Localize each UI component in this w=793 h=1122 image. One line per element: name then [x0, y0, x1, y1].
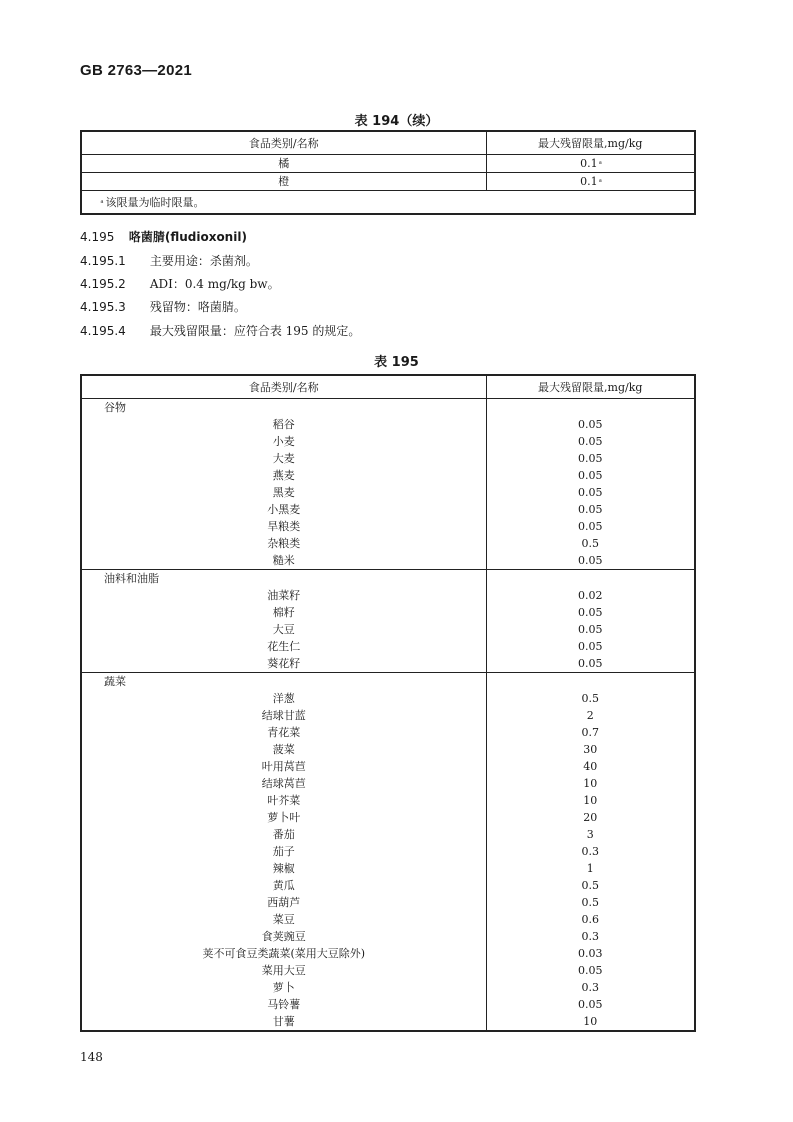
food-name-cell: 结球甘蓝	[81, 707, 486, 724]
food-name-cell: 菠菜	[81, 741, 486, 758]
table-row	[81, 450, 695, 467]
food-name-cell: 马铃薯	[81, 996, 486, 1013]
limit-cell: 0.05	[578, 418, 603, 431]
group-limit-cell	[486, 399, 695, 417]
table-row	[81, 979, 695, 996]
limit-cell: 30	[583, 743, 598, 756]
food-name-cell: 菜豆	[81, 911, 486, 928]
table-row	[81, 604, 695, 621]
limit-cell: 0.05	[486, 655, 695, 673]
limit-cell: 3	[586, 828, 594, 841]
limit-cell: 0.5	[581, 692, 599, 705]
clause-number: 4.195.2	[80, 277, 126, 291]
table-194-caption: 表 194（续）	[354, 114, 439, 129]
table-row	[81, 707, 695, 724]
limit-cell: 0.05	[578, 520, 603, 533]
group-name-cell: 蔬菜	[81, 673, 486, 691]
table-row	[81, 843, 695, 860]
limit-cell: 2	[586, 709, 594, 722]
section-heading	[80, 228, 247, 245]
limit-cell: 1	[586, 862, 594, 875]
group-row	[81, 399, 695, 417]
limit-cell: 0.05	[578, 452, 603, 465]
food-name-cell: 小黑麦	[81, 501, 486, 518]
food-name-cell: 稻谷	[81, 416, 486, 433]
table-row	[81, 433, 695, 450]
limit-cell: 0.05	[578, 606, 603, 619]
food-name-cell: 小麦	[81, 433, 486, 450]
table-row	[81, 621, 695, 638]
limit-cell: 10	[583, 794, 598, 807]
limit-cell: 0.05	[578, 623, 603, 636]
food-name-cell: 黑麦	[81, 484, 486, 501]
food-name-cell: 叶用莴苣	[81, 758, 486, 775]
food-name-cell: 食荚豌豆	[81, 928, 486, 945]
table-row	[81, 826, 695, 843]
table-row	[81, 535, 695, 552]
limit-cell: 40	[583, 760, 598, 773]
food-name-cell: 花生仁	[81, 638, 486, 655]
clause-mrl	[80, 322, 360, 339]
food-name-cell: 结球莴苣	[81, 775, 486, 792]
limit-cell: 0.1 ͣ	[486, 173, 695, 191]
food-name-cell: 番茄	[81, 826, 486, 843]
column-header-limit: 最大残留限量,mg/kg	[486, 375, 695, 399]
food-name-cell: 甘薯	[81, 1013, 486, 1031]
table-row	[81, 501, 695, 518]
limit-cell: 10	[583, 777, 598, 790]
limit-cell: 0.05	[578, 486, 603, 499]
food-name-cell: 油菜籽	[81, 587, 486, 604]
section-title: 咯菌腈(fludioxonil)	[128, 230, 247, 244]
limit-cell: 10	[583, 1015, 598, 1028]
table-row	[81, 1013, 695, 1031]
food-name-cell: 葵花籽	[81, 655, 486, 673]
limit-cell: 0.5	[581, 879, 599, 892]
table-row	[81, 155, 695, 173]
table-body	[81, 399, 695, 1032]
table-row	[81, 638, 695, 655]
limit-cell: 0.6	[581, 913, 599, 926]
food-name-cell: 燕麦	[81, 467, 486, 484]
limit-cell: 0.05	[578, 998, 603, 1011]
limit-cell: 0.5	[581, 896, 599, 909]
limit-cell: 0.05	[486, 552, 695, 570]
limit-cell: 0.05	[578, 640, 603, 653]
food-name-cell: 大麦	[81, 450, 486, 467]
clause-residue	[80, 298, 246, 315]
table-row	[81, 741, 695, 758]
food-name-cell: 旱粮类	[81, 518, 486, 535]
table-195	[80, 374, 696, 1032]
table-row	[81, 792, 695, 809]
clause-adi	[80, 275, 280, 292]
clause-text: 主要用途：杀菌剂。	[149, 254, 258, 268]
food-name-cell: 黄瓜	[81, 877, 486, 894]
food-name-cell: 西葫芦	[81, 894, 486, 911]
column-header-name: 食品类别/名称	[81, 131, 486, 155]
limit-cell: 0.03	[578, 947, 603, 960]
table-row	[81, 962, 695, 979]
group-name-cell: 油料和油脂	[81, 570, 486, 588]
group-limit-cell	[486, 673, 695, 691]
table-row	[81, 587, 695, 604]
section-number: 4.195	[80, 230, 115, 244]
table-row	[81, 911, 695, 928]
limit-cell: 20	[583, 811, 598, 824]
food-name-cell: 橙	[81, 173, 486, 191]
limit-cell: 0.05	[578, 964, 603, 977]
clause-usage	[80, 252, 258, 269]
column-header-limit: 最大残留限量,mg/kg	[486, 131, 695, 155]
food-name-cell: 辣椒	[81, 860, 486, 877]
table-row	[81, 877, 695, 894]
clause-number: 4.195.4	[80, 324, 126, 338]
food-name-cell: 茄子	[81, 843, 486, 860]
limit-cell: 0.3	[581, 981, 599, 994]
group-row	[81, 570, 695, 588]
table-row	[81, 173, 695, 191]
clause-number: 4.195.3	[80, 300, 126, 314]
table-row	[81, 484, 695, 501]
clause-text: 残留物：咯菌腈。	[149, 300, 246, 314]
limit-cell: 0.7	[581, 726, 599, 739]
page-number: 148	[80, 1050, 103, 1064]
food-name-cell: 萝卜	[81, 979, 486, 996]
limit-cell: 0.05	[578, 469, 603, 482]
table-row	[81, 690, 695, 707]
table-row	[81, 928, 695, 945]
table-row	[81, 996, 695, 1013]
food-name-cell: 洋葱	[81, 690, 486, 707]
food-name-cell: 橘	[81, 155, 486, 173]
table-row	[81, 724, 695, 741]
limit-cell: 0.3	[581, 845, 599, 858]
table-row	[81, 945, 695, 962]
food-name-cell: 大豆	[81, 621, 486, 638]
table-header-row	[81, 375, 695, 399]
food-name-cell: 青花菜	[81, 724, 486, 741]
table-194	[80, 130, 696, 215]
table-note-row	[81, 191, 695, 215]
food-name-cell: 菜用大豆	[81, 962, 486, 979]
table-footnote: ͣ 该限量为临时限量。	[102, 195, 205, 209]
food-name-cell: 杂粮类	[81, 535, 486, 552]
table-row	[81, 809, 695, 826]
limit-cell: 0.05	[578, 503, 603, 516]
table-row	[81, 518, 695, 535]
clause-text: ADI：0.4 mg/kg bw。	[149, 277, 280, 291]
table-row	[81, 467, 695, 484]
limit-cell: 0.05	[578, 435, 603, 448]
table-row	[81, 655, 695, 673]
food-name-cell: 萝卜叶	[81, 809, 486, 826]
table-row	[81, 860, 695, 877]
group-row	[81, 673, 695, 691]
clause-text: 最大残留限量：应符合表 195 的规定。	[149, 324, 361, 338]
limit-cell: 0.02	[578, 589, 603, 602]
table-row	[81, 894, 695, 911]
group-limit-cell	[486, 570, 695, 588]
food-name-cell: 荚不可食豆类蔬菜(菜用大豆除外)	[81, 945, 486, 962]
table-header-row	[81, 131, 695, 155]
standard-number: GB 2763—2021	[80, 62, 193, 79]
limit-cell: 0.1 ͣ	[486, 155, 695, 173]
table-row	[81, 416, 695, 433]
limit-cell: 0.5	[581, 537, 599, 550]
table-195-caption: 表 195	[374, 355, 419, 370]
limit-cell: 0.3	[581, 930, 599, 943]
column-header-name: 食品类别/名称	[81, 375, 486, 399]
food-name-cell: 叶芥菜	[81, 792, 486, 809]
table-row	[81, 758, 695, 775]
clause-number: 4.195.1	[80, 254, 126, 268]
table-row	[81, 775, 695, 792]
group-name-cell: 谷物	[81, 399, 486, 417]
table-row	[81, 552, 695, 570]
food-name-cell: 棉籽	[81, 604, 486, 621]
food-name-cell: 糙米	[81, 552, 486, 570]
